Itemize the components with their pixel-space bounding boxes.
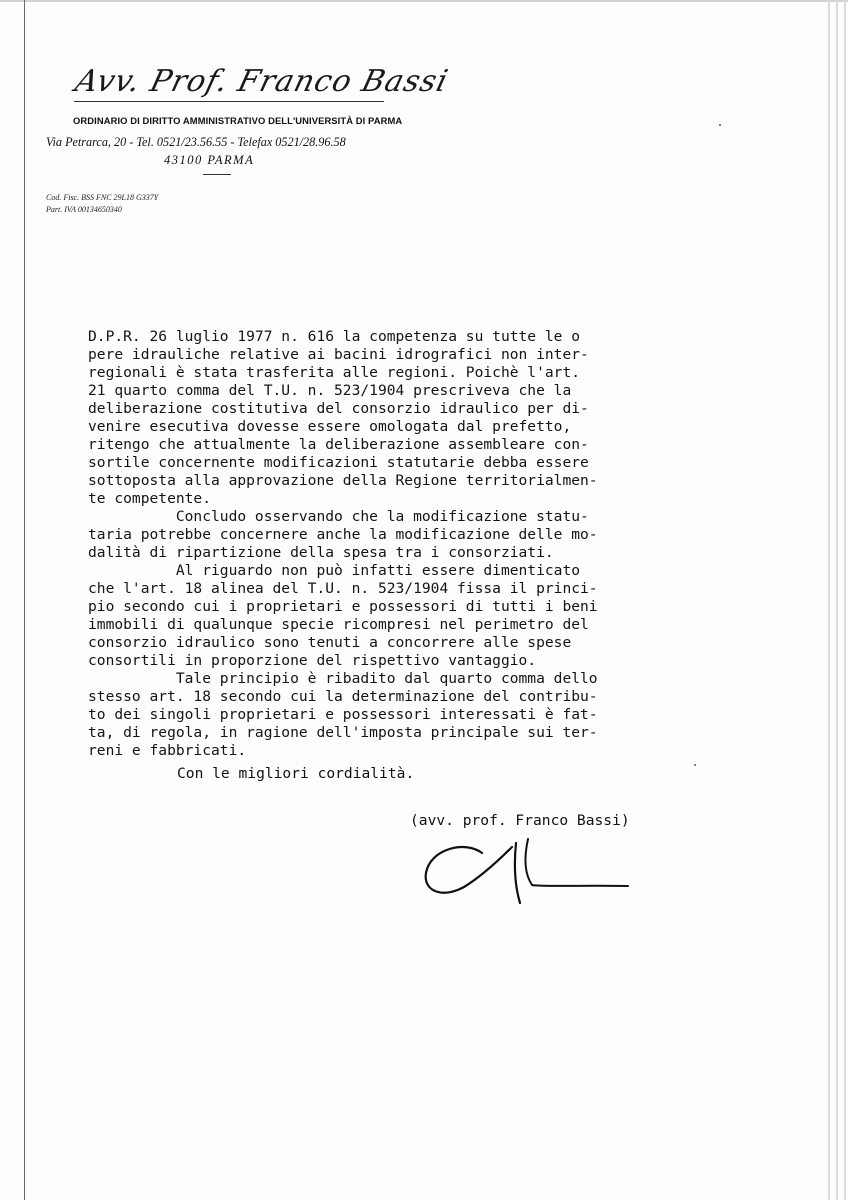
letter-body — [88, 328, 688, 760]
body-line: stesso art. 18 secondo cui la determinazione del contribu- — [88, 688, 598, 705]
body-line: D.P.R. 26 luglio 1977 n. 616 la competenza su tutte le o — [88, 328, 581, 345]
page-left-edge — [24, 0, 25, 1200]
body-line: ritengo che attualmente la deliberazione assembleare con- — [88, 436, 589, 453]
body-line: venire esecutiva dovesse essere omologata dal prefetto, — [88, 418, 572, 435]
letterhead-address: Via Petrarca, 20 - Tel. 0521/23.56.55 - Telefax 0521/28.96.58 — [46, 135, 346, 149]
body-line: 21 quarto comma del T.U. n. 523/1904 prescriveva che la — [88, 382, 572, 399]
signer-name: (avv. prof. Franco Bassi) — [410, 812, 630, 829]
letterhead-title: ORDINARIO DI DIRITTO AMMINISTRATIVO DELL'UNIVERSITÀ DI PARMA — [73, 115, 403, 126]
body-line: regionali è stata trasferita alle regioni. Poichè l'art. — [88, 364, 581, 381]
body-line: te competente. — [88, 490, 212, 507]
body-line: sortile concernente modificazioni statutarie debba essere — [88, 454, 589, 471]
letterhead-underline — [74, 101, 384, 102]
page-right-edge-2 — [836, 0, 838, 1200]
vat-number: Part. IVA 00134650340 — [46, 205, 122, 214]
body-line: Al riguardo non può infatti essere dimenticato — [88, 562, 581, 579]
body-line: immobili di qualunque specie ricompresi nel perimetro del — [88, 616, 589, 633]
body-line: pere idrauliche relative ai bacini idrografici non inter- — [88, 346, 589, 363]
body-line: deliberazione costitutiva del consorzio idraulico per di- — [88, 400, 589, 417]
letterhead-city: 43100 PARMA — [164, 153, 255, 167]
body-line: Concludo osservando che la modificazione statu- — [88, 508, 589, 525]
body-line: taria potrebbe concernere anche la modificazione delle mo- — [88, 526, 598, 543]
page-right-edge — [828, 0, 830, 1200]
body-line: sottoposta alla approvazione della Regione territorialmen- — [88, 472, 598, 489]
city-divider — [203, 174, 231, 175]
body-line: dalità di ripartizione della spesa tra i consorziati. — [88, 544, 554, 561]
body-line: ta, di regola, in ragione dell'imposta principale sui ter- — [88, 724, 598, 741]
fiscal-code: Cod. Fisc. BSS FNC 29L18 G337Y — [46, 193, 159, 202]
body-line: Tale principio è ribadito dal quarto comma dello — [88, 670, 598, 687]
handwritten-signature — [420, 835, 635, 910]
body-line: che l'art. 18 alinea del T.U. n. 523/1904 fissa il princi- — [88, 580, 598, 597]
body-line: to dei singoli proprietari e possessori interessati è fat- — [88, 706, 598, 723]
page-top-edge — [0, 0, 848, 2]
letterhead-name: Avv. Prof. Franco Bassi — [71, 64, 453, 99]
body-line: consortili in proporzione del rispettivo vantaggio. — [88, 652, 537, 669]
page-right-edge-3 — [844, 0, 846, 1200]
body-line: pio secondo cui i proprietari e possessori di tutti i beni — [88, 598, 598, 615]
body-line: consorzio idraulico sono tenuti a concorrere alle spese — [88, 634, 572, 651]
scan-speck — [719, 124, 721, 126]
body-line: reni e fabbricati. — [88, 742, 247, 759]
closing-line: Con le migliori cordialità. — [177, 765, 415, 782]
scan-speck — [694, 764, 696, 766]
